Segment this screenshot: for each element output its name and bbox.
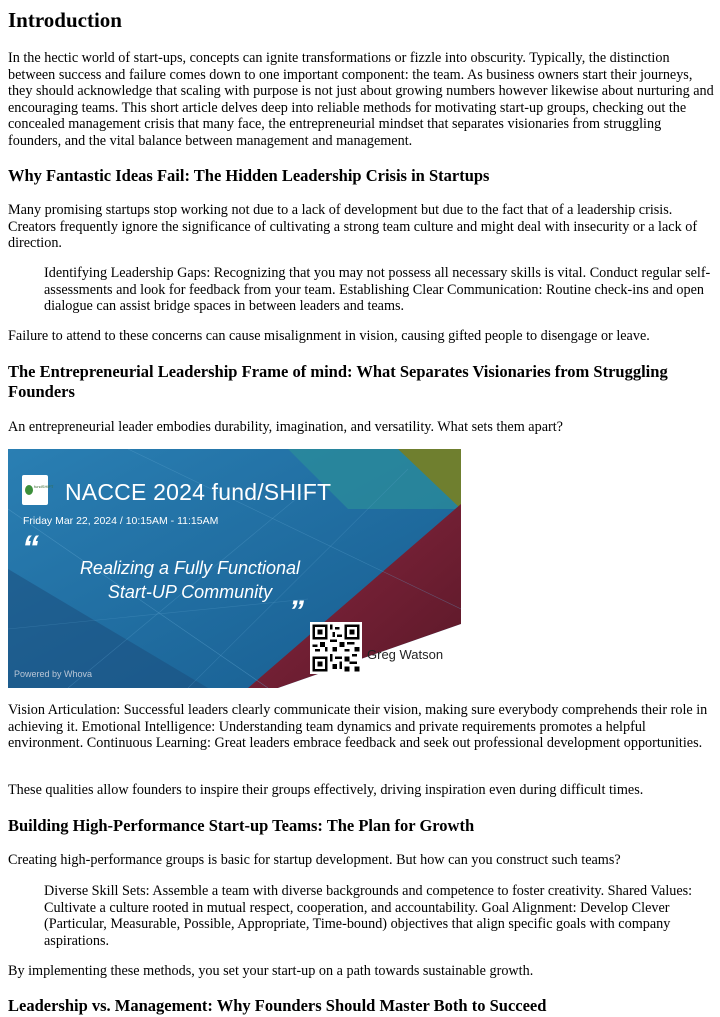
- paragraph-qualities: These qualities allow founders to inspire their groups effectively, driving inspiration even during difficult times.: [8, 782, 644, 798]
- open-quote-icon: “: [22, 529, 39, 567]
- paragraph-misalignment: Failure to attend to these concerns can cause misalignment in vision, causing gifted people to disengage or leave.: [8, 328, 650, 344]
- heading-leadership-vs-management: Leadership vs. Management: Why Founders Should Master Both to Succeed: [8, 996, 547, 1015]
- logo-text: fundSHIFT: [34, 484, 54, 489]
- blockquote-team-strategies: Diverse Skill Sets: Assemble a team with diverse backgrounds and competence to foster creativity. Shared Values: Cultivate a culture rooted in mutual respect, cooperation, and accountability. Goal Alignment: Develop Clever (Particular, Measurable, Possible, Appropriate, Time-bound) objectives that align specific goals with company aspirations.: [44, 883, 693, 949]
- banner-date: Friday Mar 22, 2024 / 10:15AM - 11:15AM: [23, 515, 219, 527]
- paragraph-mindset: An entrepreneurial leader embodies durability, imagination, and versatility. What sets them apart?: [8, 419, 563, 435]
- heading-introduction: Introduction: [8, 8, 122, 32]
- powered-by-text: Powered by Whova: [14, 669, 93, 679]
- banner-subtitle-line-2: Start-UP Community: [107, 582, 273, 602]
- logo-leaf-icon: [25, 485, 33, 495]
- banner-title: NACCE 2024 fund/SHIFT: [65, 479, 332, 505]
- paragraph-intro: In the hectic world of start-ups, concepts can ignite transformations or fizzle into obscurity. Typically, the distinction between success and failure comes down to one important component: the team. As business owners start their journeys, they should acknowledge that scaling with purpose is not just about growing numbers however likewise about nurturing and encouraging teams. This short article delves deep into reliable methods for motivating start-up groups, checking out the concealed management crisis that many face, the entrepreneurial mindset that separates visionaries from struggling founders, and the vital balance between management and management.: [8, 50, 714, 149]
- heading-leadership-mindset: The Entrepreneurial Leadership Frame of mind: What Separates Visionaries from Struggling Founders: [8, 362, 668, 401]
- event-banner-image: [8, 449, 461, 688]
- fundshift-logo: [22, 475, 54, 505]
- paragraph-sustainable-growth: By implementing these methods, you set your start-up on a path towards sustainable growth.: [8, 963, 534, 979]
- close-quote-icon: ”: [289, 595, 304, 628]
- speaker-name: Greg Watson: [367, 647, 444, 662]
- heading-leadership-crisis: Why Fantastic Ideas Fail: The Hidden Leadership Crisis in Startups: [8, 166, 490, 185]
- heading-high-performance-teams: Building High-Performance Start-up Teams: The Plan for Growth: [8, 816, 475, 835]
- banner-subtitle: [50, 556, 330, 604]
- qr-code-icon: [310, 622, 362, 674]
- blockquote-leadership-gaps: Identifying Leadership Gaps: Recognizing that you may not possess all necessary skills is vital. Conduct regular self-assessments and look for feedback from your team. Establishing Clear Communication: Routine check-ins and open dialogue can assist bridge spaces in between leaders and teams.: [44, 265, 711, 314]
- paragraph-leadership-crisis: Many promising startups stop working not due to a lack of development but due to the fact that of a leadership crisis. Creators frequently ignore the significance of cultivating a strong team culture and might deal with insecurity or a lack of direction.: [8, 202, 698, 251]
- paragraph-vision: Vision Articulation: Successful leaders clearly communicate their vision, making sure everybody comprehends their role in achieving it. Emotional Intelligence: Understanding team dynamics and private requirements promotes a helpful environment. Continuous Learning: Great leaders embrace feedback and seek out professional development opportunities.: [8, 702, 708, 751]
- banner-subtitle-line-1: Realizing a Fully Functional: [79, 558, 301, 578]
- paragraph-build: Creating high-performance groups is basic for startup development. But how can you construct such teams?: [8, 852, 621, 868]
